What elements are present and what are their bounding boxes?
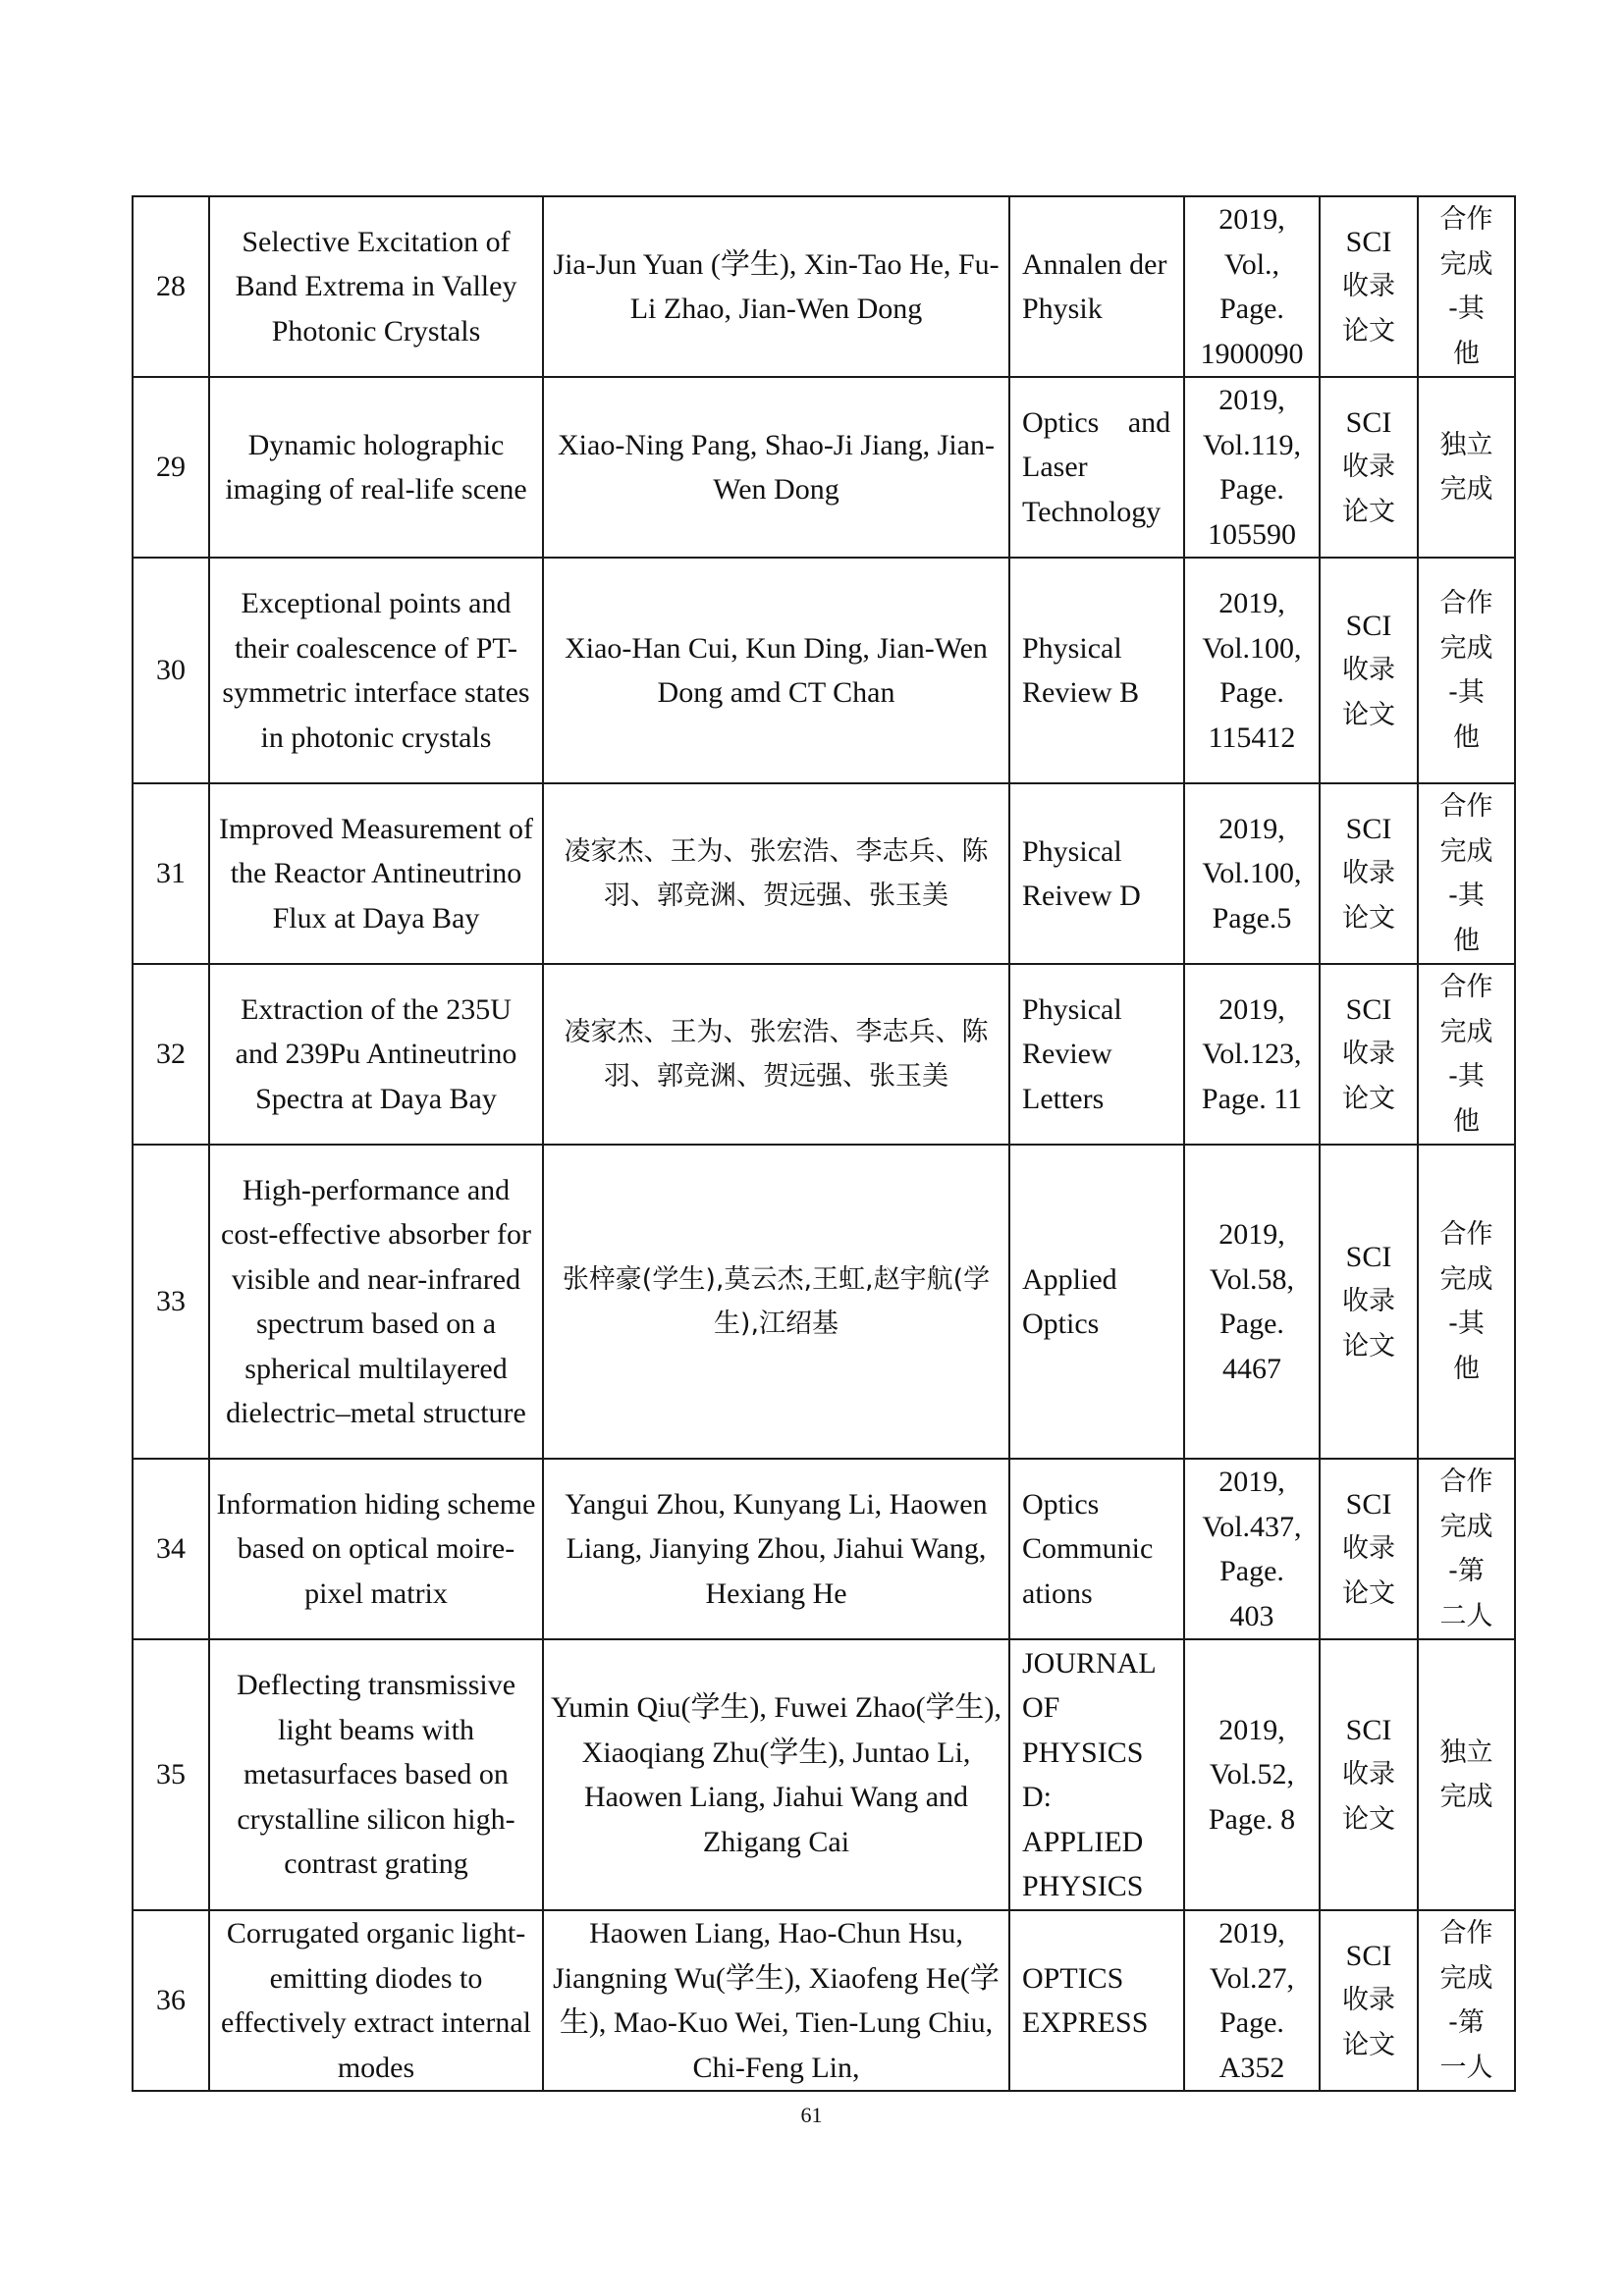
pub-volume: Vol.119, [1202, 428, 1302, 461]
role-line: 合作 [1439, 791, 1493, 822]
completion-role [1418, 558, 1515, 783]
journal-name: JOURNAL OF PHYSICS D: APPLIED PHYSICS [1009, 1639, 1184, 1910]
table-row [133, 1910, 1515, 2091]
pub-page-label: Page. [1219, 1555, 1284, 1587]
index-type [1320, 196, 1418, 377]
paper-title: Information hiding scheme based on optical moire-pixel matrix [209, 1459, 543, 1639]
index-line: 收录 [1342, 1533, 1395, 1565]
index-line: 收录 [1342, 452, 1395, 483]
role-line: 他 [1453, 338, 1480, 369]
journal-name: Physical Reivew D [1009, 783, 1184, 964]
paper-authors: Jia-Jun Yuan (学生), Xin-Tao He, Fu-Li Zhao, Jian-Wen Dong [543, 196, 1009, 377]
journal-name: OPTICS EXPRESS [1009, 1910, 1184, 2091]
index-line: 论文 [1342, 1803, 1395, 1835]
completion-role [1418, 783, 1515, 964]
table-row [133, 783, 1515, 964]
index-line: 收录 [1342, 271, 1395, 302]
index-line: SCI [1345, 225, 1392, 258]
paper-authors: Yumin Qiu(学生), Fuwei Zhao(学生), Xiaoqiang Zhu(学生), Juntao Li, Haowen Liang, Jiahui Wang and Zhigang Cai [543, 1639, 1009, 1910]
role-line: 合作 [1439, 588, 1493, 618]
paper-title: Improved Measurement of the Reactor Antineutrino Flux at Daya Bay [209, 783, 543, 964]
index-line: SCI [1345, 1939, 1392, 1972]
pub-year: 2019, [1218, 1713, 1285, 1746]
publication-info [1184, 1145, 1320, 1459]
paper-authors: 凌家杰、王为、张宏浩、李志兵、陈羽、郭竞渊、贺远强、张玉美 [543, 964, 1009, 1145]
index-line: 论文 [1342, 1330, 1395, 1362]
table-row [133, 964, 1515, 1145]
index-line: 收录 [1342, 655, 1395, 686]
index-line: 收录 [1342, 1985, 1395, 2016]
role-line: 完成 [1439, 1263, 1493, 1295]
paper-title: Dynamic holographic imaging of real-life scene [209, 377, 543, 558]
table-row [133, 558, 1515, 783]
index-line: SCI [1345, 1713, 1392, 1746]
paper-authors: 张梓豪(学生),莫云杰,王虹,赵宇航(学生),江绍基 [543, 1145, 1009, 1459]
index-type [1320, 377, 1418, 558]
role-line: -其 [1448, 294, 1485, 324]
pub-year: 2019, [1218, 1218, 1285, 1251]
publication-info [1184, 377, 1320, 558]
pub-page-label: Page. [1219, 1308, 1284, 1340]
index-type [1320, 1910, 1418, 2091]
publication-info [1184, 196, 1320, 377]
journal-line: Technology [1022, 495, 1162, 528]
journal-name: Physical Review Letters [1009, 964, 1184, 1145]
pub-page: 4467 [1222, 1352, 1281, 1385]
pub-volume: Vol.58, [1209, 1262, 1295, 1296]
pub-page: 105590 [1208, 517, 1296, 551]
pub-year: 2019, [1218, 1466, 1285, 1498]
completion-role [1418, 1145, 1515, 1459]
role-line: 一人 [1439, 2052, 1493, 2083]
journal-name: Applied Optics [1009, 1145, 1184, 1459]
row-number: 30 [133, 558, 209, 783]
index-type [1320, 1145, 1418, 1459]
table-row [133, 377, 1515, 558]
pub-page: A352 [1218, 2051, 1285, 2084]
paper-title: Deflecting transmissive light beams with metasurfaces based on crystalline silicon high-contrast grating [209, 1639, 543, 1910]
role-line: 合作 [1439, 1918, 1493, 1949]
role-line: -第 [1448, 2007, 1485, 2038]
pub-volume: Vol.123, [1202, 1038, 1302, 1071]
index-line: 论文 [1342, 2029, 1395, 2060]
completion-role [1418, 1639, 1515, 1910]
completion-role [1418, 964, 1515, 1145]
pub-year: 2019, [1218, 992, 1285, 1026]
pub-volume: Vol.100, [1202, 631, 1302, 665]
index-type [1320, 1459, 1418, 1639]
role-line: 完成 [1439, 1962, 1493, 1994]
role-line: 他 [1453, 1353, 1480, 1384]
publication-info [1184, 964, 1320, 1145]
index-line: 论文 [1342, 699, 1395, 730]
role-line: 二人 [1439, 1600, 1493, 1631]
pub-volume: Vol.100, [1202, 857, 1302, 890]
index-line: 收录 [1342, 1286, 1395, 1317]
index-line: SCI [1345, 405, 1392, 439]
row-number: 36 [133, 1910, 209, 2091]
paper-title: Extraction of the 235U and 239Pu Antineutrino Spectra at Daya Bay [209, 964, 543, 1145]
paper-title: Selective Excitation of Band Extrema in Valley Photonic Crystals [209, 196, 543, 377]
row-number: 34 [133, 1459, 209, 1639]
row-number: 29 [133, 377, 209, 558]
completion-role [1418, 196, 1515, 377]
role-line: 他 [1453, 925, 1480, 956]
index-line: 收录 [1342, 858, 1395, 889]
publication-table [132, 195, 1516, 2092]
publication-info [1184, 783, 1320, 964]
index-line: 收录 [1342, 1039, 1395, 1070]
index-type [1320, 1639, 1418, 1910]
paper-authors: Xiao-Han Cui, Kun Ding, Jian-Wen Dong amd CT Chan [543, 558, 1009, 783]
role-line: 合作 [1439, 1467, 1493, 1497]
publication-info [1184, 1639, 1320, 1910]
pub-year: 2019, [1218, 587, 1285, 619]
pub-year: 2019, [1218, 203, 1285, 236]
pub-page-label: Page. [1219, 676, 1284, 709]
role-line: 完成 [1439, 474, 1493, 505]
role-line: 合作 [1439, 972, 1493, 1002]
pub-page: 115412 [1208, 721, 1296, 754]
paper-authors: 凌家杰、王为、张宏浩、李志兵、陈羽、郭竞渊、贺远强、张玉美 [543, 783, 1009, 964]
paper-title: High-performance and cost-effective absorber for visible and near-infrared spectrum based on a spherical multilayered dielectric–metal structure [209, 1145, 543, 1459]
journal-line: Optics and [1022, 405, 1171, 439]
completion-role [1418, 377, 1515, 558]
pub-page-label: Page. [1219, 2006, 1284, 2039]
pub-volume: Vol.52, [1209, 1758, 1295, 1791]
index-type [1320, 783, 1418, 964]
role-line: -其 [1448, 677, 1485, 708]
role-line: 合作 [1439, 1219, 1493, 1250]
row-number: 35 [133, 1639, 209, 1910]
role-line: -其 [1448, 881, 1485, 911]
pub-page: 403 [1229, 1599, 1274, 1632]
row-number: 28 [133, 196, 209, 377]
role-line: 合作 [1439, 204, 1493, 235]
completion-role [1418, 1459, 1515, 1639]
paper-authors: Yangui Zhou, Kunyang Li, Haowen Liang, Jianying Zhou, Jiahui Wang, Hexiang He [543, 1459, 1009, 1639]
pub-page: Page. 8 [1208, 1802, 1296, 1836]
pub-page: 1900090 [1200, 337, 1304, 370]
pub-year: 2019, [1218, 384, 1285, 416]
journal-name [1009, 377, 1184, 558]
paper-authors: Xiao-Ning Pang, Shao-Ji Jiang, Jian-Wen Dong [543, 377, 1009, 558]
index-line: SCI [1345, 812, 1392, 845]
index-line: SCI [1345, 1240, 1392, 1273]
paper-title: Corrugated organic light-emitting diodes to effectively extract internal modes [209, 1910, 543, 2091]
role-line: 完成 [1439, 1511, 1493, 1542]
index-line: 收录 [1342, 1759, 1395, 1790]
completion-role [1418, 1910, 1515, 2091]
role-line: -其 [1448, 1308, 1485, 1339]
role-line: 独立 [1439, 1736, 1493, 1768]
pub-volume: Vol.437, [1202, 1510, 1302, 1543]
publication-info [1184, 558, 1320, 783]
index-line: SCI [1345, 1487, 1392, 1521]
publication-info [1184, 1910, 1320, 2091]
pub-year: 2019, [1218, 812, 1285, 845]
role-line: 完成 [1439, 835, 1493, 867]
index-line: 论文 [1342, 902, 1395, 934]
pub-page-label: Page. [1219, 473, 1284, 506]
row-number: 32 [133, 964, 209, 1145]
page-number: 61 [800, 2103, 823, 2127]
index-line: 论文 [1342, 1577, 1395, 1609]
pub-volume: Vol., [1223, 247, 1280, 281]
index-line: 论文 [1342, 315, 1395, 347]
index-line: 论文 [1342, 1083, 1395, 1114]
role-line: 完成 [1439, 1016, 1493, 1047]
journal-name: Physical Review B [1009, 558, 1184, 783]
role-line: 独立 [1439, 429, 1493, 460]
role-line: -其 [1448, 1061, 1485, 1092]
role-line: 他 [1453, 721, 1480, 753]
pub-page: Page.5 [1212, 901, 1292, 934]
role-line: 他 [1453, 1105, 1480, 1137]
journal-name: Optics Communic ations [1009, 1459, 1184, 1639]
row-number: 31 [133, 783, 209, 964]
paper-title: Exceptional points and their coalescence of PT-symmetric interface states in photonic crystals [209, 558, 543, 783]
index-type [1320, 558, 1418, 783]
pub-page-label: Page. [1219, 293, 1284, 325]
index-line: SCI [1345, 992, 1392, 1026]
table-row [133, 1459, 1515, 1639]
index-type [1320, 964, 1418, 1145]
role-line: -第 [1448, 1556, 1485, 1586]
pub-volume: Vol.27, [1209, 1961, 1295, 1995]
role-line: 完成 [1439, 632, 1493, 664]
index-line: SCI [1345, 609, 1392, 642]
role-line: 完成 [1439, 248, 1493, 280]
index-line: 论文 [1342, 496, 1395, 527]
role-line: 完成 [1439, 1782, 1493, 1812]
table-row [133, 1639, 1515, 1910]
row-number: 33 [133, 1145, 209, 1459]
journal-name: Annalen der Physik [1009, 196, 1184, 377]
table-row [133, 1145, 1515, 1459]
publication-info [1184, 1459, 1320, 1639]
paper-authors: Haowen Liang, Hao-Chun Hsu, Jiangning Wu(学生), Xiaofeng He(学生), Mao-Kuo Wei, Tien-Lung Chiu, Chi-Feng Lin, [543, 1910, 1009, 2091]
table-row [133, 196, 1515, 377]
pub-year: 2019, [1218, 1917, 1285, 1949]
pub-page: Page. 11 [1201, 1082, 1303, 1115]
journal-line: Laser [1022, 451, 1088, 484]
